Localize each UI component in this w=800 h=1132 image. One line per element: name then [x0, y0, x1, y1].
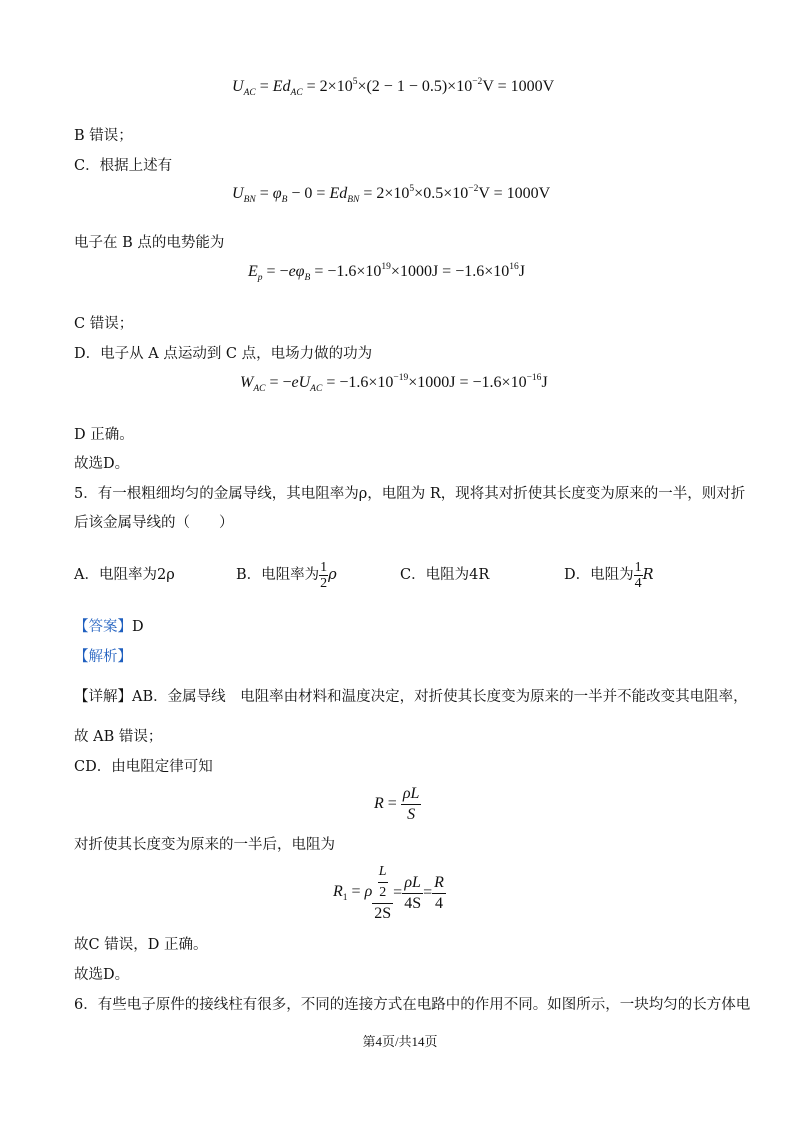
formula-ubn-tail: ×0.5×10	[414, 185, 469, 202]
line-d-head: D．电子从 A 点运动到 C 点，电场力做的功为	[74, 346, 373, 362]
choose-d2-line: 故选D。	[74, 967, 130, 983]
formula-r1-den2: 4S	[404, 894, 422, 912]
formula-wac-mid: = −1.6×10	[326, 374, 394, 391]
formula-r1: $R_1 = \rho$ $\frac{\frac{L}{2}}{2S}$ = $\frac{\rho L}{4S}$ = $\frac{R}{4}$	[333, 864, 444, 922]
formula-r1-den: 2S	[374, 905, 392, 922]
option-d-den: 4	[634, 575, 642, 591]
option-b-num: 1	[320, 559, 328, 575]
formula-r1-inner-num: L	[378, 862, 388, 883]
formula-r1-inner-fraction	[378, 862, 388, 903]
question-5-line1: 5．有一根粗细均匀的金属导线，其电阻率为ρ，电阻为 R，现将其对折使其长度变为原来的一半，则对折	[74, 486, 746, 502]
formula-wac-tail: ×1000J = −1.6×10	[408, 374, 527, 391]
answer-value: D	[132, 619, 144, 635]
formula-r1-den3: 4	[435, 894, 444, 912]
cd-head-line: CD．由电阻定律可知	[74, 759, 213, 775]
formula-ubn-exp2: −2	[468, 184, 479, 194]
line-choose-d1: 故选D。	[74, 456, 130, 472]
formula-uac: $U_{AC} = Ed_{AC} = 2\times 10^5\times(2 - 1 - 0.5)\times 10^{-2}V = 1000V$	[232, 77, 555, 98]
option-b	[236, 551, 337, 599]
option-b-rho: ρ	[328, 567, 337, 583]
option-b-den: 2	[320, 575, 328, 591]
formula-resistance-num: ρL	[401, 784, 422, 805]
formula-wac: $W_{AC} = -eU_{AC} = -1.6\times 10^{-19}\times 1000J = -1.6\times 10^{-16}J$	[240, 373, 548, 394]
formula-wac-exp: −19	[393, 373, 409, 383]
formula-r1-num2: ρL	[402, 873, 423, 894]
option-d-r: R	[642, 567, 654, 583]
question-6-line: 6．有些电子原件的接线柱有很多，不同的连接方式在电路中的作用不同。如图所示，一块均匀的长方体电	[74, 997, 751, 1013]
formula-r1-fraction2	[402, 873, 423, 914]
formula-resistance-den: S	[407, 806, 416, 823]
formula-r1-fraction3	[432, 873, 446, 914]
line-c-wrong: C 错误；	[74, 316, 134, 332]
formula-uac-end: V = 1000V	[482, 78, 555, 95]
fold-text-line: 对折使其长度变为原来的一半后，电阻为	[74, 837, 335, 853]
formula-ubn-exp: 5	[409, 184, 415, 194]
formula-wac-exp2: −16	[526, 373, 542, 383]
formula-wac-end: J	[541, 374, 548, 391]
question-5-line2: 后该金属导线的（ ）	[74, 515, 234, 531]
cd-conclusion-line: 故C 错误，D 正确。	[74, 937, 208, 953]
answer-tag: 【答案】	[74, 619, 132, 635]
formula-uac-exp: 5	[352, 77, 358, 87]
page-footer: 第4页/共14页	[362, 1034, 438, 1049]
formula-uac-exp2: −2	[472, 77, 483, 87]
formula-uac-tail: ×(2 − 1 − 0.5)×10	[357, 78, 473, 95]
line-d-right: D 正确。	[74, 427, 134, 443]
formula-ubn-end: V = 1000V	[478, 185, 551, 202]
formula-uac-main: = 2×10	[306, 78, 353, 95]
option-d	[564, 551, 654, 599]
formula-r1-complex-fraction	[372, 862, 393, 924]
formula-r1-inner-den: 2	[379, 885, 387, 900]
formula-resistance-fraction	[401, 784, 422, 825]
option-b-label: B．电阻率为	[236, 567, 320, 583]
formula-ep-exp2: 16	[509, 262, 519, 272]
formula-resistance: R = $\frac{\rho L}{S}$	[374, 785, 420, 823]
formula-ep-mid: = −1.6×10	[314, 263, 382, 280]
option-c: C．电阻为4R	[400, 567, 490, 583]
formula-ubn: $U_{BN} = \varphi_B - 0 = Ed_{BN} = 2\times 10^5\times 0.5\times 10^{-2}V = 1000V$	[232, 184, 551, 205]
option-a: A．电阻率为2ρ	[74, 567, 175, 583]
detail-line: 【详解】AB．金属导线 电阻率由材料和温度决定，对折使其长度变为原来的一半并不能改变其电阻率，	[74, 689, 748, 705]
formula-ubn-main: = 2×10	[363, 185, 410, 202]
formula-r1-num3: R	[432, 873, 446, 894]
option-d-label: D．电阻为	[564, 567, 634, 583]
formula-ep-end: J	[518, 263, 525, 280]
option-d-fraction	[634, 560, 643, 591]
ab-wrong-line: 故 AB 错误；	[74, 729, 163, 745]
line-b-wrong: B 错误；	[74, 128, 133, 144]
answer-line	[74, 617, 144, 637]
formula-ep-exp: 19	[381, 262, 391, 272]
option-d-num: 1	[634, 559, 642, 575]
line-c-head: C．根据上述有	[74, 158, 173, 174]
formula-ep: $E_p = -e\varphi_B = -1.6\times 10^{19}\times 1000J = -1.6\times 10^{16}J$	[248, 262, 525, 283]
formula-ep-tail: ×1000J = −1.6×10	[390, 263, 510, 280]
option-b-fraction	[319, 560, 328, 591]
analysis-tag: 【解析】	[74, 649, 132, 665]
line-c-text: 电子在 B 点的电势能为	[74, 235, 225, 251]
